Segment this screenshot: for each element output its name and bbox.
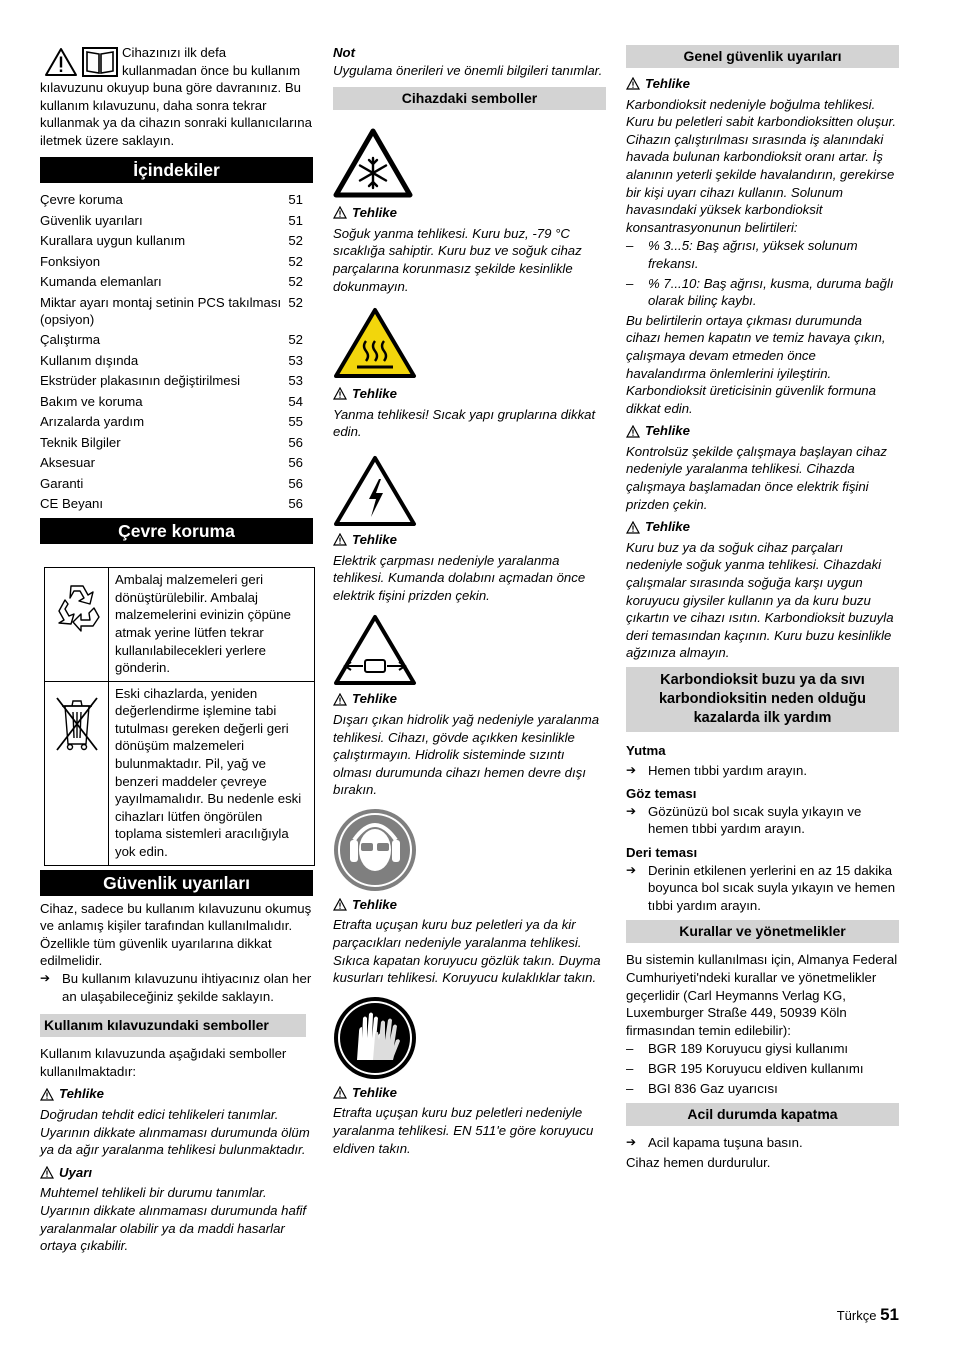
- env-row-bin: [45, 681, 315, 865]
- co2-text: Karbondioksit nedeniyle boğulma tehlikesi. Kuru bu peletleri sabit karbondioksitten oluşur. Cihazın çalıştırılması sırasında iş alanındaki havada bulunan karbondioksit oranı artar. İş alanının yeterli şekilde havalandırın, gerekirse bir kişi uyarı cihazı kullanın. Solunum havasındaki yüksek karbondioksit konsantrasyonunun belirtileri:: [626, 96, 897, 235]
- manual-symbols-heading: Kullanım kılavuzundaki semboller: [40, 1014, 306, 1037]
- snowflake-icon: [333, 128, 413, 198]
- toc-item-label: Teknik Bilgiler: [40, 434, 121, 450]
- toc-item-label: Garanti: [40, 475, 84, 491]
- crossed-bin-icon: [51, 692, 103, 754]
- emergency-item: [626, 1134, 899, 1152]
- intro-block: [40, 44, 313, 150]
- toc-item: [40, 330, 313, 350]
- toc-item: [40, 292, 313, 330]
- hot-warn-row: [333, 385, 606, 403]
- arrow-right-icon: ➔: [626, 762, 637, 777]
- toc-item: [40, 432, 313, 452]
- goggles-warn-row: [333, 896, 606, 914]
- safety-text: Cihaz, sadece bu kullanım kılavuzunu okumuş ve anlamış kişiler tarafından kullanılmalıdır. Özellikle tüm güvenlik uyarılarına dikkat edilmelidir.: [40, 900, 312, 969]
- ice-text: Kuru buz ya da soğuk cihaz parçaları nedeniyle soğuk yanma tehlikesi. Cihazdaki çalışmalar sırasında soğuğa karşı uygun koruyucu giysiler kullanın ya da kuru buzu çıkartın ve cihazı ısıtın. Karbondioksit buzuyla deri temasından kaçının. Kuru buzu kesinlikle ağzınıza almayın.: [626, 539, 894, 661]
- danger-label-row: [40, 1085, 313, 1103]
- device-symbols-heading: Cihazdaki semboller: [333, 87, 606, 110]
- danger-label: Tehlike: [352, 896, 397, 912]
- rules-text: Bu sistemin kullanılması için, Almanya Federal Cumhuriyeti'ndeki kurallar ve yönetmelikler geçerlidir (Carl Heymanns Verlag KG, Luxemburger Straße 449, 50939 Köln firmasından temin edilebilir):: [626, 952, 898, 1038]
- warning-triangle-icon: [333, 387, 347, 400]
- arrow-right-icon: ➔: [626, 1135, 637, 1150]
- arrow-right-icon: ➔: [626, 803, 637, 818]
- toc-item-label: Ekstrüder plakasının değiştirilmesi: [40, 373, 241, 389]
- toc-heading: İçindekiler: [40, 157, 313, 183]
- toc-item-page: 54: [288, 393, 303, 409]
- co2-list-item-text: % 3...5: Baş ağrısı, yüksek solunum frekansı.: [648, 238, 858, 271]
- emergency-heading: Acil durumda kapatma: [626, 1103, 899, 1126]
- toc-item-page: 52: [288, 274, 303, 290]
- rules-list-item-text: BGR 189 Koruyucu giysi kullanımı: [648, 1041, 849, 1057]
- emergency-arrow-text: Acil kapama tuşuna basın.: [648, 1135, 803, 1151]
- general-safety-heading: Genel güvenlik uyarıları: [626, 45, 899, 68]
- toc-item: [40, 494, 313, 514]
- env-row-recycle: [45, 568, 315, 682]
- toc-item-page: 56: [288, 434, 303, 450]
- co2-warn-row: [626, 75, 899, 93]
- toc-item-label: CE Beyanı: [40, 496, 104, 512]
- warning-triangle-icon: [626, 521, 640, 534]
- toc-item: [40, 371, 313, 391]
- warning-triangle-icon: [44, 47, 78, 77]
- arrow-right-icon: ➔: [626, 862, 637, 877]
- start-text: Kontrolsüz şekilde çalışmaya başlayan cihaz nedeniyle yaralanma tehlikesi. Cihazda çalışmaya başlamadan önce elektrik fişini prizden çekin.: [626, 443, 887, 512]
- warning-triangle-icon: [626, 425, 640, 438]
- warning-triangle-icon: [40, 1166, 54, 1179]
- danger-label: Tehlike: [645, 76, 690, 91]
- co2-list-item: – % 3...5: Baş ağrısı, yüksek solunum frekansı.: [626, 237, 899, 272]
- toc-item-label: Aksesuar: [40, 455, 95, 471]
- danger-label: Tehlike: [352, 386, 397, 402]
- warning-triangle-icon: [333, 206, 347, 219]
- warning-label: Uyarı: [59, 1164, 92, 1180]
- co2-list-item-text: % 7...10: Baş ağrısı, kusma, duruma bağlı olarak bilinç kaybı.: [648, 275, 894, 309]
- intro-icons: [44, 47, 118, 77]
- danger-label: Tehlike: [59, 1086, 104, 1102]
- toc-item: [40, 210, 313, 230]
- eye-text: Gözünüzü bol sıcak suyla yıkayın ve hemen tıbbi yardım arayın.: [648, 803, 862, 837]
- danger-label: Tehlike: [645, 519, 690, 535]
- warning-triangle-icon: [333, 898, 347, 911]
- hydraulic-icon: [333, 614, 417, 686]
- rules-list-item: – BGR 189 Koruyucu giysi kullanımı: [626, 1041, 849, 1057]
- elec-text: Elektrik çarpması nedeniyle yaralanma tehlikesi. Kumanda dolabını açmadan önce elektrik fişini prizden çekin.: [333, 552, 586, 603]
- swallow-text: Hemen tıbbi yardım arayın.: [648, 762, 808, 778]
- arrow-right-icon: ➔: [40, 971, 51, 985]
- elec-warn-row: [333, 531, 606, 549]
- danger-label: Tehlike: [352, 691, 397, 707]
- eye-label: Göz teması: [626, 786, 697, 802]
- env-heading: Çevre koruma: [40, 518, 313, 544]
- manual-book-icon: [82, 47, 118, 77]
- toc-item-page: 56: [288, 455, 303, 471]
- skin-text: Derinin etkilenen yerlerini en az 15 dakika boyunca bol sıcak suyla yıkayın ve hemen tıbbi yardım arayın.: [648, 862, 896, 913]
- toc-item: [40, 272, 313, 292]
- swallow-item: [626, 762, 899, 780]
- high-voltage-icon: [333, 455, 417, 527]
- skin-label: Deri teması: [626, 844, 698, 860]
- rules-heading: Kurallar ve yönetmelikler: [626, 920, 899, 943]
- emergency-text: Cihaz hemen durdurulur.: [626, 1154, 771, 1170]
- hydr-text: Dışarı çıkan hidrolik yağ nedeniyle yaralanma tehlikesi. Cihazı, gövde açıkken kesinlikle çalıştırmayın. Hidrolik sisteminde sızıntı olması durumunda cihazı hemen devre dışı bırakın.: [333, 711, 600, 798]
- toc-item-page: 53: [288, 352, 303, 368]
- firstaid-heading: Karbondioksit buzu ya da sıvı karbondioksitin neden olduğu kazalarda ilk yardım: [626, 667, 899, 732]
- co2-list-item: – % 7...10: Baş ağrısı, kusma, duruma bağlı olarak bilinç kaybı.: [626, 275, 899, 310]
- swallow-label: Yutma: [626, 743, 666, 758]
- column-3: [626, 44, 899, 1171]
- toc-item-page: 52: [288, 332, 303, 348]
- goggles-earmuffs-icon: [333, 808, 417, 892]
- gloves-text: Etrafta uçuşan kuru buz peletleri nedeniyle yaralanma tehlikesi. EN 511'e göre koruyucu eldiven takın.: [333, 1105, 594, 1156]
- hot-text: Yanma tehlikesi! Sıcak yapı gruplarına dikkat edin.: [333, 406, 596, 440]
- toc-item: [40, 412, 313, 432]
- toc-item-page: 51: [288, 192, 303, 208]
- recycle-icon: [50, 578, 104, 632]
- warning-triangle-icon: [626, 77, 640, 90]
- page-footer: [837, 1306, 899, 1325]
- toc-item-page: 55: [288, 414, 303, 430]
- toc-item-label: Güvenlik uyarıları: [40, 212, 143, 228]
- toc-item-label: Fonksiyon: [40, 253, 101, 269]
- note-label: Not: [333, 45, 355, 60]
- warning-triangle-icon: [40, 1088, 54, 1101]
- warning-triangle-icon: [333, 1086, 347, 1099]
- env-table: [44, 567, 315, 866]
- page-number: 51: [880, 1305, 899, 1324]
- skin-item: [626, 862, 899, 915]
- column-2: [333, 44, 606, 1157]
- danger-label: Tehlike: [352, 205, 397, 221]
- note-text: Uygulama önerileri ve önemli bilgileri tanımlar.: [333, 62, 603, 78]
- toc-table: [40, 190, 313, 515]
- toc-item: [40, 391, 313, 411]
- footer-language: Türkçe: [836, 1308, 877, 1323]
- danger-label: Tehlike: [645, 423, 690, 439]
- eye-item: [626, 803, 899, 838]
- toc-item-label: Kullanım dışında: [40, 352, 139, 368]
- ice-warn-row: [626, 518, 899, 536]
- gloves-icon: [333, 996, 417, 1080]
- toc-item-page: 53: [288, 373, 303, 389]
- toc-item-page: 51: [288, 212, 303, 228]
- toc-item-label: Kurallara uygun kullanım: [40, 233, 186, 249]
- toc-item: [40, 473, 313, 493]
- toc-item: [40, 251, 313, 271]
- danger-label: Tehlike: [352, 531, 397, 547]
- goggles-text: Etrafta uçuşan kuru buz peletleri ya da kir parçacıkları nedeniyle yaralanma tehlikesi. Sıkıca kapatan koruyucu gözlük takın. Duyma kusurları tehlikesi. Koruyucu kulaklıklar takın.: [333, 917, 601, 986]
- toc-item-page: 52: [288, 294, 303, 310]
- toc-item-page: 56: [288, 496, 303, 512]
- rules-list-item-text: BGR 195 Koruyucu eldiven kullanımı: [648, 1060, 864, 1076]
- warning-triangle-icon: [333, 693, 347, 706]
- env-row2-text: Eski cihazlarda, yeniden değerlendirme işlemine tabi tutulması gereken değerli geri dönüşüm malzemeleri bulunmaktadır. Pil, yağ ve benzeri maddeler çevreye yayılmamalıdır. Bu nedenle eski cihazları lütfen öngörülen toplama sistemleri aracılığıyla yok edin.: [109, 681, 315, 865]
- start-warn-row: [626, 422, 899, 440]
- rules-list-item-text: BGI 836 Gaz uyarıcısı: [648, 1080, 778, 1096]
- cold-text: Soğuk yanma tehlikesi. Kuru buz, -79 °C sıcaklığa sahiptir. Kuru buz ve soğuk cihaz parçalarına korunmasız şekilde kesinlikle dokunmayın.: [333, 225, 582, 294]
- intro-text: kılavuzunu okuyup buna göre davranınız. Bu kullanım kılavuzunu, daha sonra tekrar kullanmak ya da cihazın sonraki kullanıcılarına iletmek üzere saklayın.: [40, 80, 312, 148]
- toc-item-label: Miktar ayarı montaj setinin PCS takılması (opsiyon): [40, 294, 282, 327]
- safety-arrow-text: Bu kullanım kılavuzunu ihtiyacınız olan her an ulaşabileceğiniz şekilde saklayın.: [62, 971, 312, 1004]
- warning-text: Muhtemel tehlikeli bir durumu tanımlar. Uyarının dikkate alınmaması durumunda hafif yaralanmalar olabilir ya da maddi hasarlar ortaya çıkabilir.: [40, 1185, 307, 1254]
- env-row1-text: Ambalaj malzemeleri geri dönüştürülebilir. Ambalaj malzemelerini evinizin çöpüne atmak yerine lütfen tekrar kullanılabilecekleri yerlere gönderin.: [109, 568, 315, 682]
- warning-triangle-icon: [333, 533, 347, 546]
- gloves-warn-row: [333, 1084, 606, 1102]
- cold-warn-row: [333, 204, 606, 222]
- toc-item-page: 52: [288, 253, 303, 269]
- toc-item-label: Bakım ve koruma: [40, 393, 143, 409]
- toc-item: [40, 453, 313, 473]
- rules-list-item: – BGI 836 Gaz uyarıcısı: [626, 1080, 778, 1096]
- toc-item: [40, 350, 313, 370]
- toc-item-page: 52: [288, 233, 303, 249]
- rules-list-item: – BGR 195 Koruyucu eldiven kullanımı: [626, 1060, 864, 1076]
- danger-label: Tehlike: [352, 1084, 397, 1100]
- toc-item-label: Arızalarda yardım: [40, 414, 145, 430]
- toc-item: [40, 231, 313, 251]
- intro-line-1: Cihazınızı ilk defa: [122, 45, 227, 60]
- co2-text-2: Bu belirtilerin ortaya çıkması durumunda cihazı hemen kapatın ve temiz havaya çıkın, çalışmaya devam etmeden önce havalandırma önlemlerini iyileştirin. Karbondioksit üreticisinin güvenlik formuna dikkat edin.: [626, 312, 886, 416]
- column-1: [40, 44, 313, 1255]
- manual-symbols-intro: Kullanım kılavuzunda aşağıdaki semboller kullanılmaktadır:: [40, 1046, 287, 1079]
- toc-item-label: Kumanda elemanları: [40, 274, 162, 290]
- hot-surface-icon: [333, 307, 417, 379]
- safety-heading: Güvenlik uyarıları: [40, 870, 313, 896]
- hydr-warn-row: [333, 690, 606, 708]
- toc-item: [40, 190, 313, 210]
- toc-item-label: Çalıştırma: [40, 332, 101, 348]
- intro-line-2: kullanmadan önce bu kullanım: [122, 62, 301, 78]
- safety-arrow-item: [40, 970, 313, 1005]
- danger-text: Doğrudan tehdit edici tehlikeleri tanımlar. Uyarının dikkate alınmaması durumunda ölüm ya da ağır yaralanma tehlikesi bulunmaktadır.: [40, 1106, 310, 1158]
- toc-item-page: 56: [288, 475, 303, 491]
- warning-label-row: [40, 1164, 313, 1182]
- toc-item-label: Çevre koruma: [40, 192, 123, 208]
